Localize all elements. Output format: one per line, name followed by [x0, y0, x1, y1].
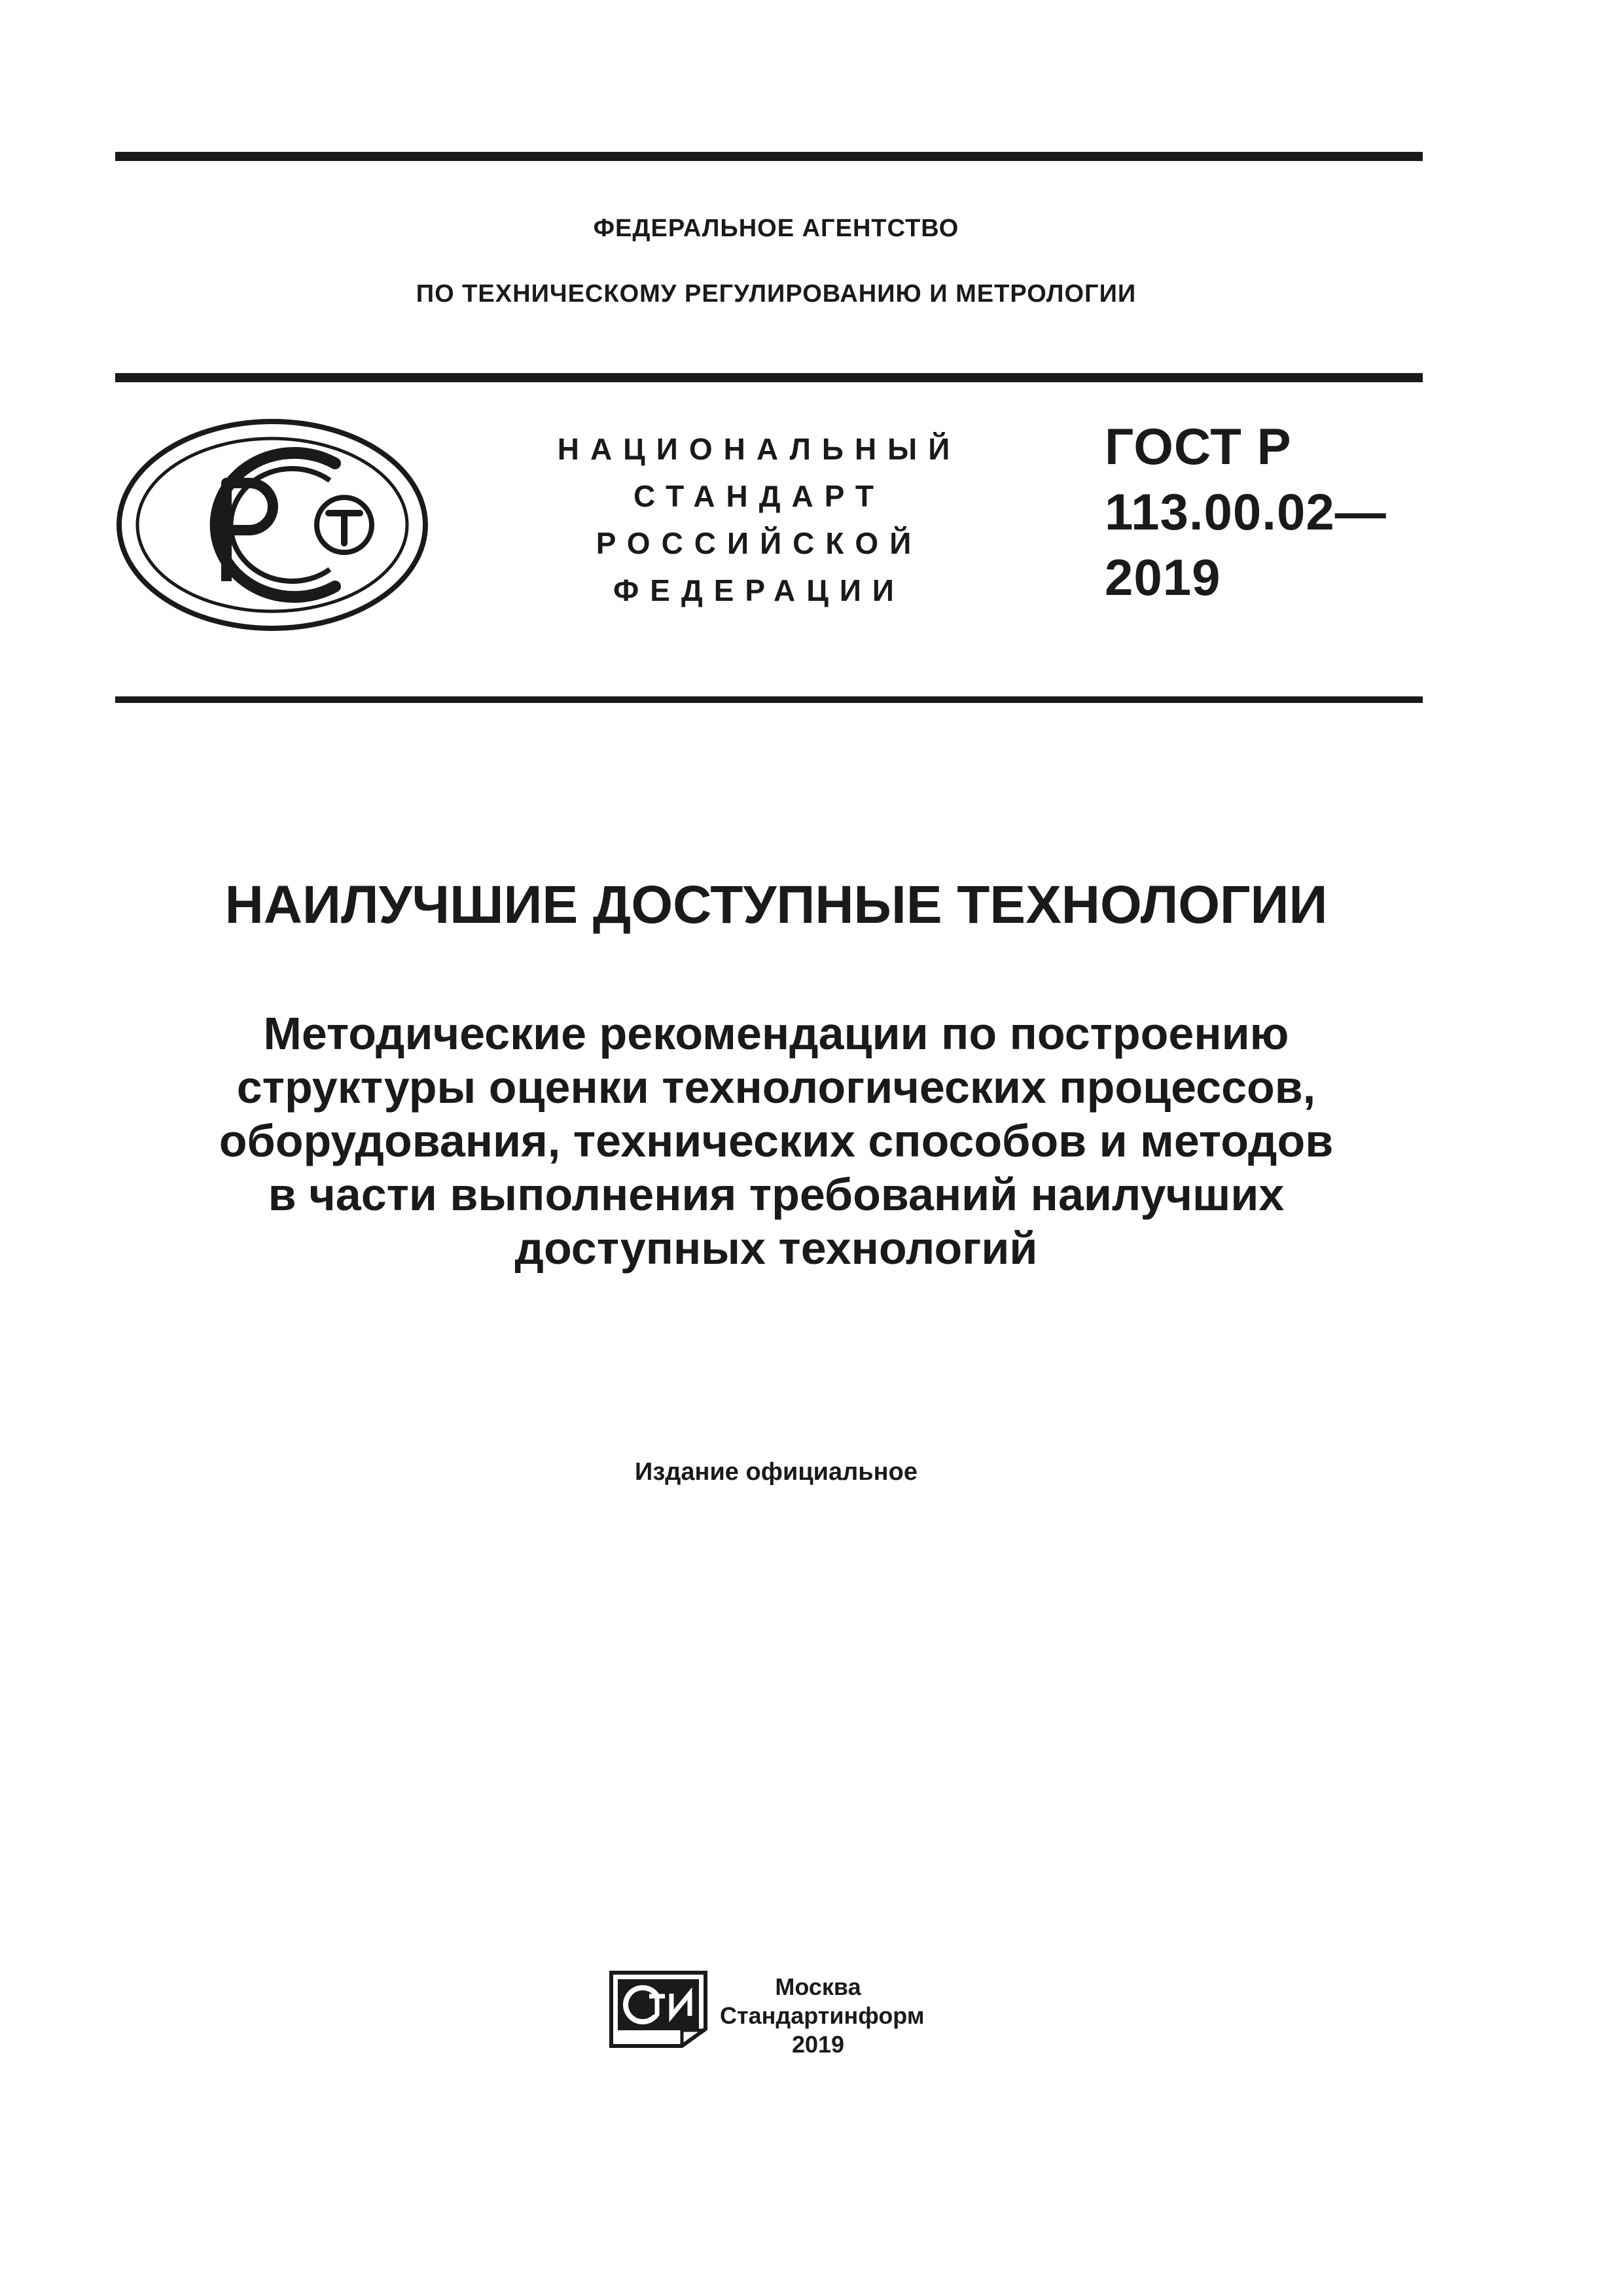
publisher-year: 2019: [791, 2031, 845, 2058]
standard-number-line: 2019: [1105, 548, 1221, 606]
agency-line-1: ФЕДЕРАЛЬНОЕ АГЕНТСТВО: [593, 215, 959, 242]
publisher-imprint: [720, 1973, 925, 2059]
document-title: НАИЛУЧШИЕ ДОСТУПНЫЕ ТЕХНОЛОГИИ: [224, 875, 1328, 935]
edition-note: Издание официальное: [635, 1458, 918, 1486]
subtitle-line: структуры оценки технологических процессов,: [236, 1062, 1316, 1113]
subtitle-line: в части выполнения требований наилучших: [268, 1169, 1285, 1220]
publisher-city: Москва: [775, 1973, 861, 2000]
national-standard-line: НАЦИОНАЛЬНЫЙ: [557, 432, 961, 466]
standartinform-logo-icon: [609, 1970, 708, 2049]
national-standard-line: РОССИЙСКОЙ: [596, 526, 923, 560]
standard-number-line: ГОСТ Р: [1105, 418, 1292, 475]
subtitle-line: доступных технологий: [514, 1223, 1038, 1274]
subtitle-line: Методические рекомендации по построению: [263, 1008, 1289, 1059]
national-standard-line: ФЕДЕРАЦИИ: [613, 573, 905, 607]
agency-line-2: ПО ТЕХНИЧЕСКОМУ РЕГУЛИРОВАНИЮ И МЕТРОЛОГИИ: [416, 280, 1137, 308]
top-divider: [115, 152, 1423, 161]
publisher-name: Стандартинформ: [720, 2002, 925, 2029]
header-bottom-divider: [115, 696, 1423, 703]
standard-number-line: 113.00.02—: [1105, 483, 1387, 541]
national-standard-heading: [530, 425, 988, 614]
national-standard-line: СТАНДАРТ: [633, 479, 885, 513]
document-subtitle: [115, 1007, 1437, 1275]
subtitle-line: оборудования, технических способов и методов: [219, 1115, 1334, 1166]
rst-certification-mark-icon: [115, 418, 429, 632]
header-divider: [115, 373, 1423, 382]
standard-number: [1105, 414, 1387, 610]
